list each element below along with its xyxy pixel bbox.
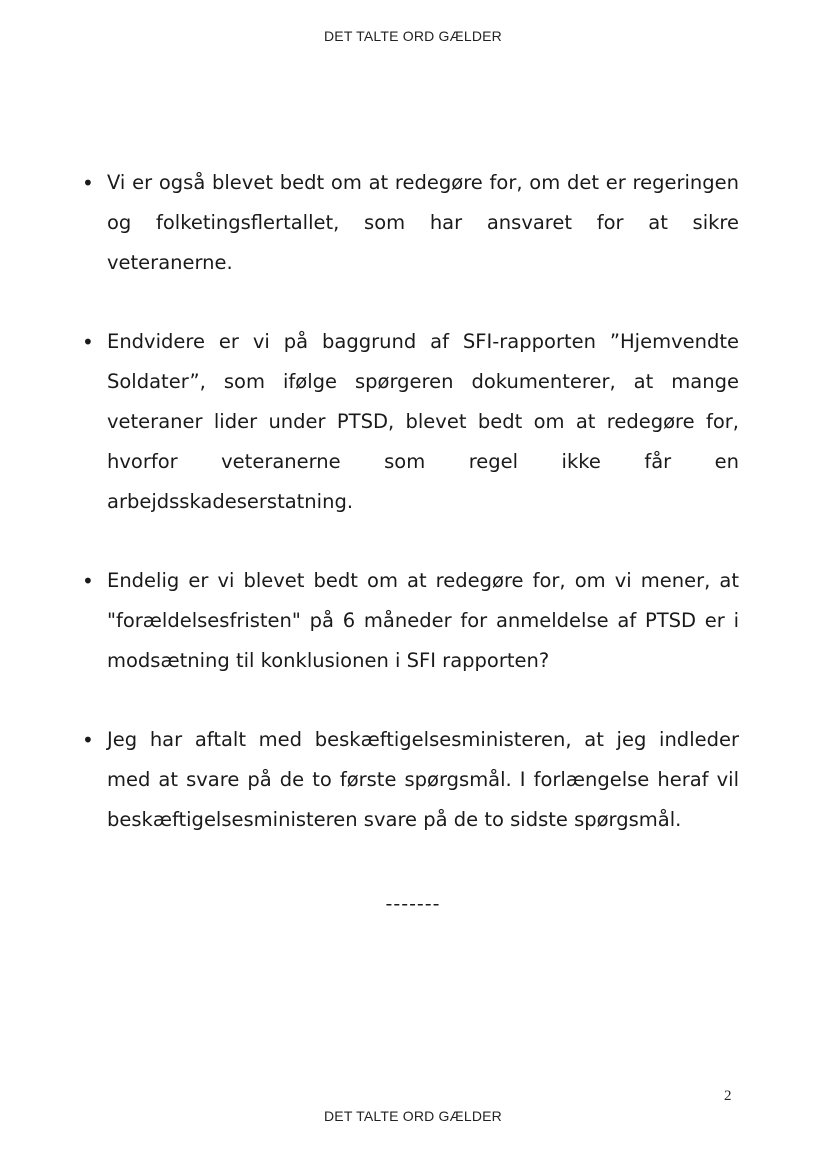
bullet-text: Vi er også blevet bedt om at redegøre for, om det er regeringen og folketingsflertallet, som har ansvaret for at sikre veteranerne.: [107, 171, 739, 274]
bullet-text: Jeg har aftalt med beskæftigelsesministeren, at jeg indleder med at svare på de to første spørgsmål. I forlængelse heraf vil beskæftigelsesministeren svare på de to sidste spørgsmål.: [107, 728, 739, 831]
bullet-icon: •: [82, 330, 94, 354]
bullet-text: Endelig er vi blevet bedt om at redegøre for, om vi mener, at "forældelsesfristen" på 6 måneder for anmeldelse af PTSD er i modsætning til konklusionen i SFI rapporten?: [107, 569, 739, 672]
page-footer: DET TALTE ORD GÆLDER: [324, 1108, 502, 1124]
section-separator: -------: [385, 893, 441, 915]
bullet-item: [0, 322, 826, 522]
bullet-icon: •: [82, 728, 94, 752]
bullet-text: Endvidere er vi på baggrund af SFI-rapporten ”Hjemvendte Soldater”, som ifølge spørgeren dokumenterer, at mange veteraner lider under PTSD, blevet bedt om at redegøre for, hvorfor veteranerne som regel ikke får en arbejdsskadeserstatning.: [107, 330, 739, 513]
page-header: DET TALTE ORD GÆLDER: [324, 28, 502, 44]
bullet-item: [0, 163, 826, 283]
bullet-item: [0, 720, 826, 840]
bullet-icon: •: [82, 569, 94, 593]
page-number: 2: [724, 1088, 732, 1104]
bullet-icon: •: [82, 171, 94, 195]
bullet-list: [0, 163, 826, 879]
bullet-item: [0, 561, 826, 681]
